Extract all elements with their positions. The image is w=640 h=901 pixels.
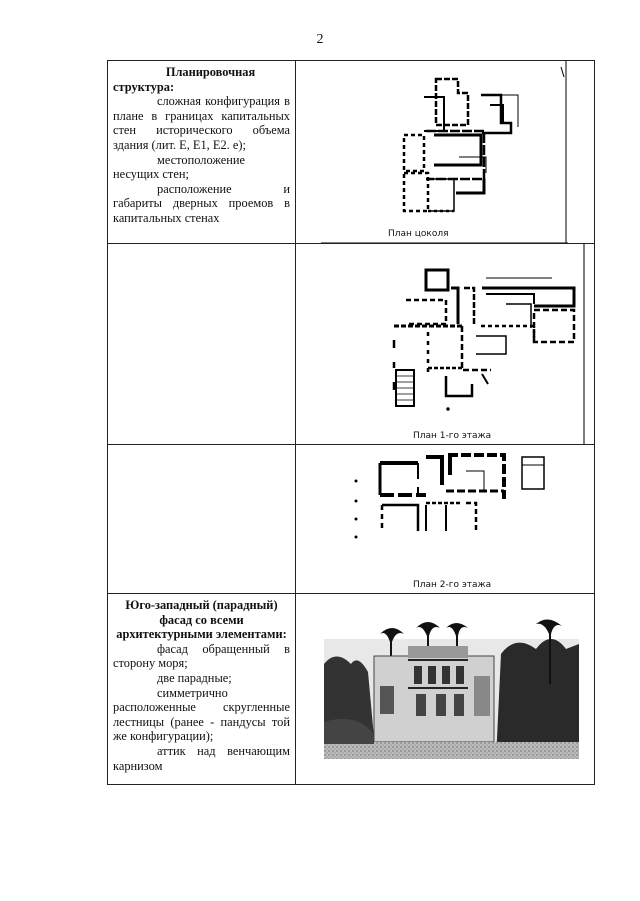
basement-plan-drawing — [296, 61, 594, 243]
feature-item: фасад обращенный в сторону моря; — [113, 641, 290, 671]
table-row — [108, 594, 595, 785]
object-features-table — [107, 60, 595, 785]
table-row — [108, 445, 595, 594]
empty-description-cell — [108, 244, 296, 445]
feature-item: две парадные; — [157, 670, 232, 685]
feature-item: расположение и габариты дверных проемов в капитальных стенах — [113, 181, 290, 225]
facade-photo — [296, 594, 594, 784]
facade-photo-cell — [296, 594, 595, 785]
second-floor-plan-drawing — [296, 445, 594, 593]
page-number: 2 — [316, 32, 324, 47]
feature-description-cell — [108, 594, 296, 785]
table-row — [108, 61, 595, 244]
plan-image-cell — [296, 244, 595, 445]
feature-item: сложная конфигурация в плане в границах капитальных стен исторического объема здания (лит. Е, Е1, Е2. е); — [113, 94, 290, 152]
feature-item: местоположение несущих стен; — [113, 152, 245, 182]
section-heading: Планировочная — [165, 65, 256, 79]
table-row — [108, 244, 595, 445]
plan-caption: План 2-го этажа — [413, 580, 492, 590]
plan-image-cell — [296, 61, 595, 244]
plan-image-cell — [296, 445, 595, 594]
feature-item: аттик над венчающим карнизом — [113, 743, 290, 773]
plan-caption: План 1-го этажа — [413, 431, 492, 441]
feature-description-cell — [108, 61, 296, 244]
section-heading: Юго-западный (парадный) фасад со всеми архитектурными элементами: — [116, 598, 287, 642]
empty-description-cell — [108, 445, 296, 594]
feature-item: симметрично расположенные скругленные лестницы (ранее - пандусы той же конфигурации); — [113, 685, 290, 744]
section-heading-cont: структура: — [113, 79, 175, 94]
first-floor-plan-drawing — [296, 244, 594, 444]
plan-caption: План цоколя — [388, 229, 449, 239]
